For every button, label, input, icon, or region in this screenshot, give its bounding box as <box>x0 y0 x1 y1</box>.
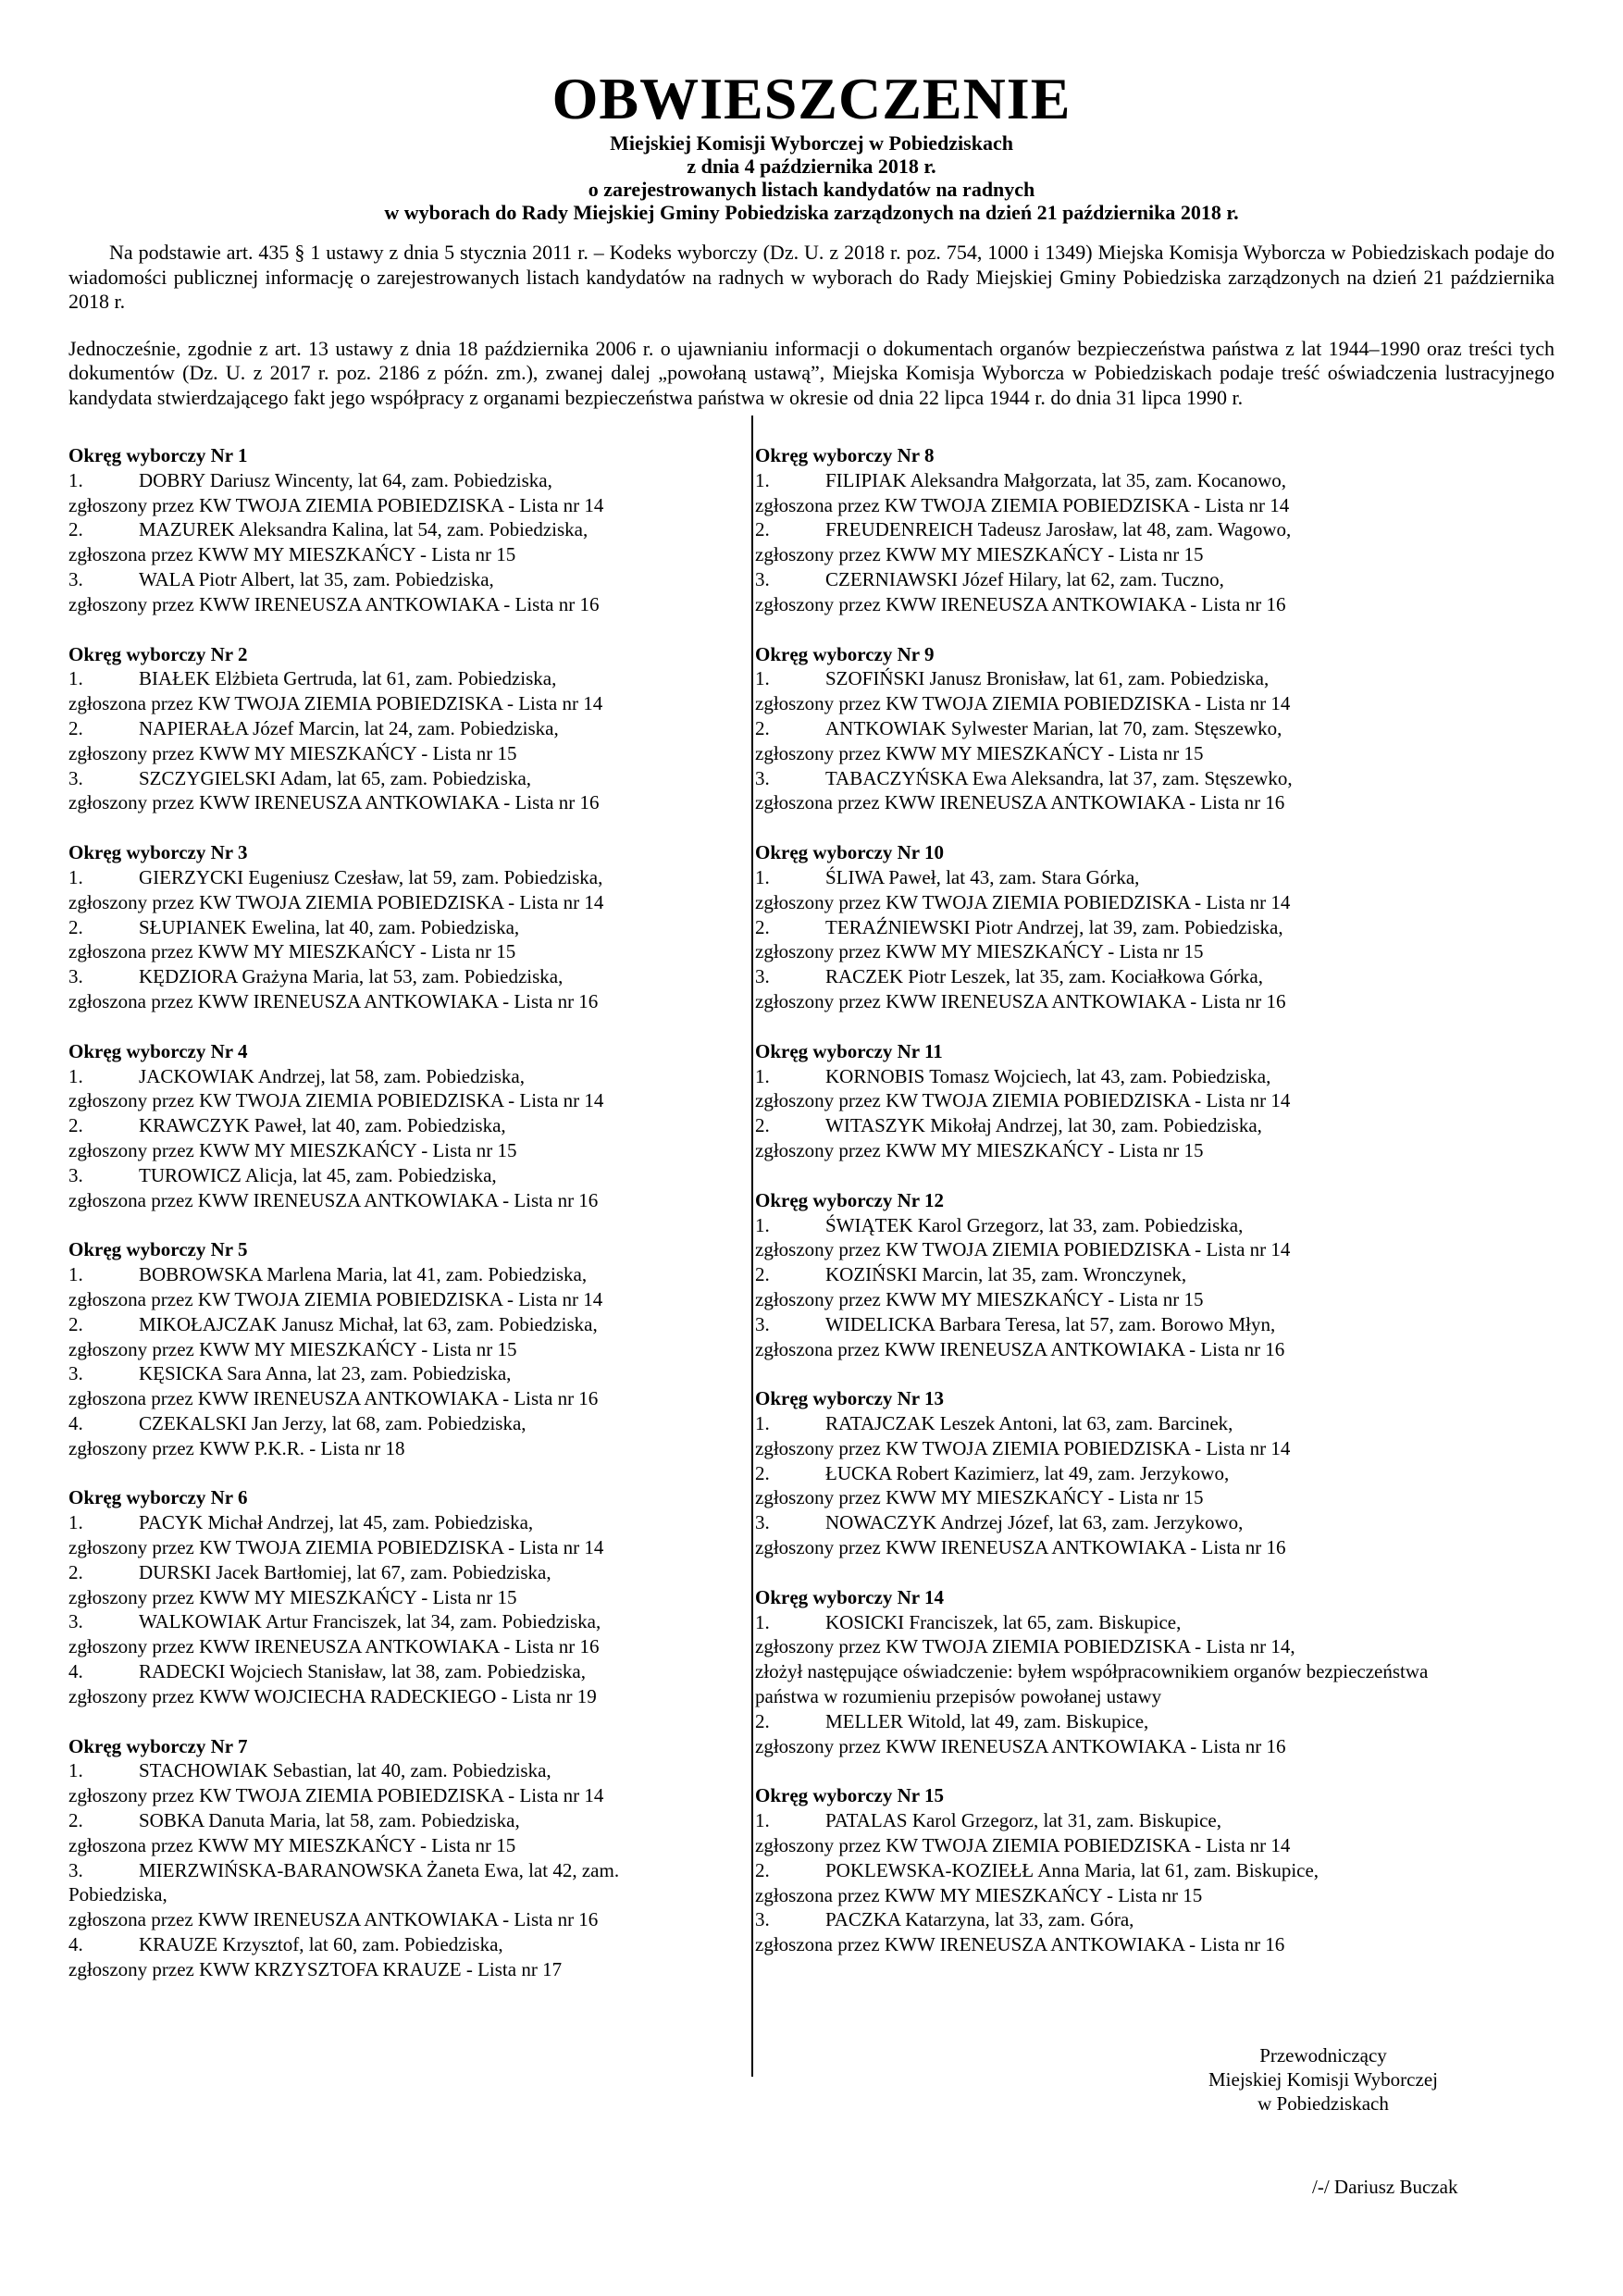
district-block <box>68 642 707 816</box>
candidate-submission: zgłoszona przez KWW IRENEUSZA ANTKOWIAKA - Lista nr 16 <box>68 1387 599 1410</box>
candidate-submission: zgłoszony przez KW TWOJA ZIEMIA POBIEDZISKA - Lista nr 14 <box>68 1784 604 1807</box>
subtitle-line: o zarejestrowanych listach kandydatów na radnych <box>588 178 1035 201</box>
candidate-name: ANTKOWIAK Sylwester Marian, lat 70, zam. Stęszewko, <box>825 716 1282 739</box>
candidate-number: 3. <box>755 1511 770 1534</box>
candidate-name: CZEKALSKI Jan Jerzy, lat 68, zam. Pobiedziska, <box>139 1411 527 1434</box>
candidate-submission: zgłoszony przez KW TWOJA ZIEMIA POBIEDZISKA - Lista nr 14 <box>755 1238 1291 1261</box>
candidate-number: 2. <box>755 716 770 739</box>
candidate-submission: zgłoszona przez KW TWOJA ZIEMIA POBIEDZISKA - Lista nr 14 <box>755 493 1290 516</box>
candidate-entry <box>68 964 707 989</box>
district-heading: Okręg wyborczy Nr 11 <box>755 1039 943 1062</box>
candidate-entry <box>755 1411 1394 1436</box>
candidate-submission: zgłoszony przez KW TWOJA ZIEMIA POBIEDZISKA - Lista nr 14 <box>68 493 604 516</box>
candidate-entry <box>755 716 1394 741</box>
candidate-submission: zgłoszony przez KW TWOJA ZIEMIA POBIEDZISKA - Lista nr 14, <box>755 1635 1295 1658</box>
candidate-submission: złożył następujące oświadczenie: byłem współpracownikiem organów bezpieczeństwa <box>755 1660 1429 1683</box>
candidate-submission: zgłoszony przez KW TWOJA ZIEMIA POBIEDZISKA - Lista nr 14 <box>755 692 1291 715</box>
candidate-entry <box>755 1113 1394 1138</box>
candidate-name: ŚWIĄTEK Karol Grzegorz, lat 33, zam. Pobiedziska, <box>825 1213 1244 1236</box>
candidate-name: FILIPIAK Aleksandra Małgorzata, lat 35, zam. Kocanowo, <box>825 468 1287 491</box>
district-block <box>755 1585 1429 1759</box>
candidate-number: 1. <box>755 1610 770 1633</box>
district-block <box>68 443 707 617</box>
candidate-name: TERAŹNIEWSKI Piotr Andrzej, lat 39, zam. Pobiedziska, <box>825 915 1283 938</box>
candidate-name: MAZUREK Aleksandra Kalina, lat 54, zam. Pobiedziska, <box>139 518 588 541</box>
candidate-entry <box>68 1113 707 1138</box>
candidate-number: 3. <box>68 1163 83 1186</box>
candidate-name: WITASZYK Mikołaj Andrzej, lat 30, zam. Pobiedziska, <box>825 1114 1262 1137</box>
candidate-number: 2. <box>755 1709 770 1732</box>
candidate-entry <box>68 1411 707 1436</box>
candidate-name: RATAJCZAK Leszek Antoni, lat 63, zam. Barcinek, <box>825 1412 1233 1435</box>
candidate-name: GIERZYCKI Eugeniusz Czesław, lat 59, zam. Pobiedziska, <box>139 865 603 888</box>
candidate-number: 2. <box>755 915 770 938</box>
candidate-submission: zgłoszony przez KWW MY MIESZKAŃCY - Lista nr 15 <box>68 1337 517 1360</box>
candidate-submission: zgłoszona przez KW TWOJA ZIEMIA POBIEDZISKA - Lista nr 14 <box>68 1287 603 1310</box>
candidate-name: DURSKI Jacek Bartłomiej, lat 67, zam. Pobiedziska, <box>139 1560 551 1583</box>
candidate-submission: zgłoszony przez KWW MY MIESZKAŃCY - Lista nr 15 <box>68 1138 517 1161</box>
district-block <box>755 1783 1394 1957</box>
candidate-number: 1. <box>755 468 770 491</box>
candidate-submission: zgłoszona przez KWW MY MIESZKAŃCY - Lista nr 15 <box>68 940 516 963</box>
candidate-name: MIERZWIŃSKA-BARANOWSKA Żaneta Ewa, lat 42, zam. <box>139 1858 620 1881</box>
candidate-number: 2. <box>755 1114 770 1137</box>
candidate-name: KOSICKI Franciszek, lat 65, zam. Biskupice, <box>825 1610 1182 1633</box>
candidate-entry <box>68 1659 707 1684</box>
candidate-name: ŚLIWA Paweł, lat 43, zam. Stara Górka, <box>825 865 1140 888</box>
candidate-entry <box>755 915 1394 940</box>
candidate-entry <box>68 517 707 542</box>
candidate-entry <box>755 964 1394 989</box>
district-heading: Okręg wyborczy Nr 12 <box>755 1188 944 1211</box>
candidate-submission: zgłoszona przez KWW MY MIESZKAŃCY - Lista nr 15 <box>68 1833 516 1856</box>
candidate-submission: zgłoszona przez KWW IRENEUSZA ANTKOWIAKA - Lista nr 16 <box>755 791 1285 814</box>
candidate-submission: zgłoszony przez KWW MY MIESZKAŃCY - Lista nr 15 <box>755 1287 1204 1310</box>
district-heading: Okręg wyborczy Nr 2 <box>68 642 248 665</box>
intro-paragraph: Na podstawie art. 435 § 1 ustawy z dnia 5 stycznia 2011 r. – Kodeks wyborczy (Dz. U. z 2018 r. poz. 754, 1000 i 1349) Miejska Komisja Wyborcza w Pobiedziskach podaje do wiadomości publicznej informację o zarejestrowanych listach kandydatów na radnych w wyborach do Rady Miejskiej Gminy Pobiedziska zarządzonych na dzień 21 października 2018 r. <box>68 241 1555 313</box>
candidate-number: 2. <box>68 915 83 938</box>
candidate-number: 1. <box>68 468 83 491</box>
candidate-submission: zgłoszony przez KWW WOJCIECHA RADECKIEGO - Lista nr 19 <box>68 1684 597 1707</box>
candidate-name: TUROWICZ Alicja, lat 45, zam. Pobiedziska, <box>139 1163 497 1186</box>
signature-line: w Pobiedziskach <box>1258 2092 1389 2115</box>
candidate-entry <box>755 1510 1394 1535</box>
candidate-entry <box>68 1510 707 1535</box>
candidate-submission: zgłoszona przez KWW IRENEUSZA ANTKOWIAKA - Lista nr 16 <box>68 1188 599 1211</box>
candidate-submission: zgłoszony przez KWW IRENEUSZA ANTKOWIAKA - Lista nr 16 <box>68 791 600 814</box>
candidate-number: 4. <box>68 1411 83 1434</box>
district-block <box>755 1386 1394 1560</box>
candidate-submission: zgłoszony przez KWW KRZYSZTOFA KRAUZE - Lista nr 17 <box>68 1957 563 1980</box>
candidate-entry <box>755 1709 1394 1734</box>
candidate-number: 2. <box>68 1809 83 1832</box>
candidate-number: 1. <box>68 1064 83 1087</box>
candidate-number: 3. <box>68 1858 83 1881</box>
notice-document <box>68 67 1555 2081</box>
candidate-submission: zgłoszona przez KWW MY MIESZKAŃCY - Lista nr 15 <box>755 1883 1203 1906</box>
district-block <box>755 840 1394 1014</box>
candidate-name: RACZEK Piotr Leszek, lat 35, zam. Kociałkowa Górka, <box>825 965 1263 988</box>
candidate-submission: zgłoszony przez KW TWOJA ZIEMIA POBIEDZISKA - Lista nr 14 <box>68 1536 604 1559</box>
candidate-submission: zgłoszony przez KW TWOJA ZIEMIA POBIEDZISKA - Lista nr 14 <box>755 1834 1291 1857</box>
candidate-entry <box>68 567 707 592</box>
candidate-entry <box>755 1610 1394 1635</box>
candidate-entry <box>68 666 707 691</box>
candidate-entry <box>68 1163 707 1188</box>
candidate-submission: zgłoszony przez KWW MY MIESZKAŃCY - Lista nr 15 <box>755 1138 1204 1161</box>
candidate-entry <box>755 1907 1394 1932</box>
candidate-name: CZERNIAWSKI Józef Hilary, lat 62, zam. Tuczno, <box>825 567 1224 590</box>
candidate-name: WALA Piotr Albert, lat 35, zam. Pobiedziska, <box>139 567 494 590</box>
district-block <box>755 642 1394 816</box>
candidate-entry <box>68 1858 707 1883</box>
candidate-submission: zgłoszona przez KWW IRENEUSZA ANTKOWIAKA - Lista nr 16 <box>755 1933 1285 1956</box>
candidate-name: WIDELICKA Barbara Teresa, lat 57, zam. Borowo Młyn, <box>825 1312 1276 1335</box>
candidate-name: ŁUCKA Robert Kazimierz, lat 49, zam. Jerzykowo, <box>825 1461 1230 1484</box>
candidate-submission: zgłoszony przez KWW IRENEUSZA ANTKOWIAKA - Lista nr 16 <box>68 592 600 615</box>
candidate-name: PATALAS Karol Grzegorz, lat 31, zam. Biskupice, <box>825 1809 1221 1832</box>
candidate-submission: zgłoszony przez KWW IRENEUSZA ANTKOWIAKA - Lista nr 16 <box>68 1635 600 1658</box>
district-block <box>68 1734 707 1982</box>
candidate-entry <box>755 1262 1394 1287</box>
lustration-paragraph: Jednocześnie, zgodnie z art. 13 ustawy z dnia 18 października 2006 r. o ujawnianiu informacji o dokumentach organów bezpieczeństwa państwa z lat 1944–1990 oraz treści tych dokumentów (Dz. U. z 2017 r. poz. 2186 z późn. zm.), zwanej dalej „powołaną ustawą”, Miejska Komisja Wyborcza w Pobiedziskach podaje treść oświadczenia lustracyjnego kandydata stwierdzającego fakt jego współpracy z organami bezpieczeństwa państwa w okresie od dnia 22 lipca 1944 r. do dnia 31 lipca 1990 r. <box>68 336 1555 409</box>
candidate-entry <box>68 1609 707 1634</box>
candidate-name: SOBKA Danuta Maria, lat 58, zam. Pobiedziska, <box>139 1809 520 1832</box>
candidate-entry <box>755 1213 1394 1238</box>
document-subtitle <box>68 131 1555 224</box>
candidate-name: KRAUZE Krzysztof, lat 60, zam. Pobiedziska, <box>139 1933 503 1956</box>
candidate-submission: zgłoszony przez KW TWOJA ZIEMIA POBIEDZISKA - Lista nr 14 <box>68 1089 604 1112</box>
candidate-submission: zgłoszona przez KW TWOJA ZIEMIA POBIEDZISKA - Lista nr 14 <box>68 692 603 715</box>
candidate-number: 2. <box>68 716 83 739</box>
signature-line: Przewodniczący <box>1259 2044 1387 2066</box>
candidate-name: FREUDENREICH Tadeusz Jarosław, lat 48, zam. Wagowo, <box>825 518 1292 541</box>
candidate-entry <box>755 1808 1394 1833</box>
candidate-name: BIAŁEK Elżbieta Gertruda, lat 61, zam. Pobiedziska, <box>139 667 557 690</box>
left-column <box>68 443 707 2007</box>
candidate-number: 2. <box>68 518 83 541</box>
candidate-submission: zgłoszona przez KWW IRENEUSZA ANTKOWIAKA - Lista nr 16 <box>755 1337 1285 1360</box>
candidate-name: PACYK Michał Andrzej, lat 45, zam. Pobiedziska, <box>139 1511 534 1534</box>
candidate-name: NAPIERAŁA Józef Marcin, lat 24, zam. Pobiedziska, <box>139 716 559 739</box>
district-block <box>755 443 1394 617</box>
candidate-name: SŁUPIANEK Ewelina, lat 40, zam. Pobiedziska, <box>139 915 520 938</box>
candidate-name: KĘDZIORA Grażyna Maria, lat 53, zam. Pobiedziska, <box>139 965 564 988</box>
district-heading: Okręg wyborczy Nr 5 <box>68 1238 248 1261</box>
candidate-entry <box>755 666 1394 691</box>
candidate-name: WALKOWIAK Artur Franciszek, lat 34, zam. Pobiedziska, <box>139 1610 601 1633</box>
candidate-name: PACZKA Katarzyna, lat 33, zam. Góra, <box>825 1908 1134 1931</box>
candidate-number: 1. <box>68 667 83 690</box>
candidate-number: 4. <box>68 1933 83 1956</box>
candidate-entry <box>68 1312 707 1337</box>
district-heading: Okręg wyborczy Nr 3 <box>68 841 248 864</box>
candidate-name: MELLER Witold, lat 49, zam. Biskupice, <box>825 1709 1149 1732</box>
candidate-name: NOWACZYK Andrzej Józef, lat 63, zam. Jerzykowo, <box>825 1511 1244 1534</box>
candidate-submission: zgłoszony przez KW TWOJA ZIEMIA POBIEDZISKA - Lista nr 14 <box>755 1089 1291 1112</box>
candidate-submission: zgłoszony przez KW TWOJA ZIEMIA POBIEDZISKA - Lista nr 14 <box>755 1436 1291 1459</box>
candidate-entry <box>755 1461 1394 1486</box>
candidate-submission: zgłoszony przez KW TWOJA ZIEMIA POBIEDZISKA - Lista nr 14 <box>755 890 1291 913</box>
candidate-submission: zgłoszony przez KWW P.K.R. - Lista nr 18 <box>68 1436 405 1459</box>
candidate-submission: zgłoszony przez KWW IRENEUSZA ANTKOWIAKA - Lista nr 16 <box>755 989 1286 1012</box>
candidate-number: 1. <box>755 865 770 888</box>
candidate-number: 2. <box>68 1114 83 1137</box>
district-heading: Okręg wyborczy Nr 7 <box>68 1734 248 1757</box>
candidate-number: 1. <box>68 1263 83 1286</box>
subtitle-line: w wyborach do Rady Miejskiej Gminy Pobiedziska zarządzonych na dzień 21 października 2018 r. <box>384 201 1239 224</box>
candidate-name: RADECKI Wojciech Stanisław, lat 38, zam. Pobiedziska, <box>139 1660 586 1683</box>
candidate-number: 2. <box>755 518 770 541</box>
candidate-name: KRAWCZYK Paweł, lat 40, zam. Pobiedziska, <box>139 1114 506 1137</box>
candidate-submission: Pobiedziska, <box>68 1883 167 1906</box>
candidate-entry <box>755 865 1394 890</box>
subtitle-line: z dnia 4 października 2018 r. <box>687 155 936 178</box>
candidate-submission: zgłoszony przez KWW IRENEUSZA ANTKOWIAKA - Lista nr 16 <box>755 1536 1286 1559</box>
candidate-number: 2. <box>755 1858 770 1881</box>
candidate-entry <box>68 1932 707 1957</box>
candidate-submission: zgłoszony przez KW TWOJA ZIEMIA POBIEDZISKA - Lista nr 14 <box>68 890 604 913</box>
candidate-submission: zgłoszony przez KWW MY MIESZKAŃCY - Lista nr 15 <box>755 1486 1204 1509</box>
candidate-number: 2. <box>755 1461 770 1484</box>
candidate-number: 3. <box>68 567 83 590</box>
district-block <box>68 1485 707 1708</box>
district-heading: Okręg wyborczy Nr 4 <box>68 1039 248 1062</box>
candidate-number: 2. <box>68 1560 83 1583</box>
candidate-name: KOZIŃSKI Marcin, lat 35, zam. Wronczynek, <box>825 1263 1187 1286</box>
candidate-number: 1. <box>68 1511 83 1534</box>
district-block <box>755 1039 1394 1163</box>
candidate-entry <box>755 1064 1394 1089</box>
candidate-entry <box>68 1262 707 1287</box>
district-block <box>755 1188 1394 1362</box>
column-divider <box>751 416 753 2077</box>
candidate-number: 1. <box>68 1759 83 1782</box>
candidate-name: JACKOWIAK Andrzej, lat 58, zam. Pobiedziska, <box>139 1064 525 1087</box>
candidate-number: 3. <box>755 567 770 590</box>
candidate-name: SZCZYGIELSKI Adam, lat 65, zam. Pobiedziska, <box>139 766 532 789</box>
candidate-number: 4. <box>68 1660 83 1683</box>
district-heading: Okręg wyborczy Nr 10 <box>755 841 944 864</box>
candidate-submission: zgłoszona przez KWW MY MIESZKAŃCY - Lista nr 15 <box>68 543 516 566</box>
district-block <box>68 840 707 1014</box>
candidate-number: 1. <box>755 1412 770 1435</box>
district-heading: Okręg wyborczy Nr 15 <box>755 1784 944 1807</box>
district-block <box>68 1039 707 1213</box>
candidate-number: 3. <box>755 1312 770 1335</box>
candidate-submission: zgłoszony przez KWW MY MIESZKAŃCY - Lista nr 15 <box>755 741 1204 764</box>
signature-line: Miejskiej Komisji Wyborczej <box>1208 2068 1438 2091</box>
candidate-entry <box>68 1560 707 1585</box>
candidate-submission: zgłoszony przez KWW MY MIESZKAŃCY - Lista nr 15 <box>68 741 517 764</box>
candidate-submission: zgłoszony przez KWW MY MIESZKAŃCY - Lista nr 15 <box>68 1585 517 1608</box>
candidate-entry <box>755 468 1394 493</box>
candidate-entry <box>755 567 1394 592</box>
candidate-submission: zgłoszona przez KWW IRENEUSZA ANTKOWIAKA - Lista nr 16 <box>68 1908 599 1931</box>
district-heading: Okręg wyborczy Nr 8 <box>755 444 935 466</box>
candidate-entry <box>68 865 707 890</box>
candidate-number: 3. <box>755 766 770 789</box>
candidate-name: KĘSICKA Sara Anna, lat 23, zam. Pobiedziska, <box>139 1362 512 1385</box>
candidate-name: POKLEWSKA-KOZIEŁŁ Anna Maria, lat 61, zam. Biskupice, <box>825 1858 1319 1881</box>
candidate-submission: państwa w rozumieniu przepisów powołanej ustawy <box>755 1685 1162 1708</box>
district-heading: Okręg wyborczy Nr 1 <box>68 444 248 466</box>
candidate-entry <box>68 716 707 741</box>
candidate-submission: zgłoszony przez KWW IRENEUSZA ANTKOWIAKA - Lista nr 16 <box>755 1734 1286 1757</box>
district-heading: Okręg wyborczy Nr 13 <box>755 1387 944 1410</box>
candidate-number: 1. <box>755 1064 770 1087</box>
candidate-number: 1. <box>755 1213 770 1236</box>
subtitle-line: Miejskiej Komisji Wyborczej w Pobiedziskach <box>610 131 1013 155</box>
candidate-entry <box>68 1361 707 1386</box>
candidate-entry <box>68 915 707 940</box>
right-column <box>755 443 1429 1982</box>
signature-block <box>1184 2043 1462 2116</box>
candidate-submission: zgłoszony przez KWW MY MIESZKAŃCY - Lista nr 15 <box>755 940 1204 963</box>
candidate-name: MIKOŁAJCZAK Janusz Michał, lat 63, zam. Pobiedziska, <box>139 1312 598 1335</box>
district-block <box>68 1237 707 1460</box>
candidate-entry <box>68 468 707 493</box>
candidate-entry <box>68 1758 707 1783</box>
candidate-number: 1. <box>755 1809 770 1832</box>
candidate-number: 3. <box>755 1908 770 1931</box>
candidate-submission: zgłoszony przez KWW MY MIESZKAŃCY - Lista nr 15 <box>755 543 1204 566</box>
candidate-entry <box>755 517 1394 542</box>
candidate-number: 3. <box>68 766 83 789</box>
candidate-entry <box>68 1064 707 1089</box>
signed-by: /-/ Dariusz Buczak <box>1312 2176 1458 2198</box>
candidate-number: 2. <box>68 1312 83 1335</box>
candidate-number: 1. <box>755 667 770 690</box>
candidate-number: 1. <box>68 865 83 888</box>
candidate-submission: zgłoszona przez KWW IRENEUSZA ANTKOWIAKA - Lista nr 16 <box>68 989 599 1012</box>
candidate-name: STACHOWIAK Sebastian, lat 40, zam. Pobiedziska, <box>139 1759 551 1782</box>
candidate-number: 3. <box>68 1610 83 1633</box>
candidate-submission: zgłoszony przez KWW IRENEUSZA ANTKOWIAKA - Lista nr 16 <box>755 592 1286 615</box>
candidate-entry <box>755 1312 1394 1337</box>
district-heading: Okręg wyborczy Nr 14 <box>755 1585 944 1608</box>
candidate-entry <box>755 766 1394 791</box>
district-heading: Okręg wyborczy Nr 9 <box>755 642 935 665</box>
candidate-number: 2. <box>755 1263 770 1286</box>
candidate-name: TABACZYŃSKA Ewa Aleksandra, lat 37, zam. Stęszewko, <box>825 766 1293 789</box>
candidate-name: SZOFIŃSKI Janusz Bronisław, lat 61, zam. Pobiedziska, <box>825 667 1270 690</box>
candidate-name: DOBRY Dariusz Wincenty, lat 64, zam. Pobiedziska, <box>139 468 552 491</box>
district-heading: Okręg wyborczy Nr 6 <box>68 1486 248 1509</box>
candidate-entry <box>755 1858 1394 1883</box>
candidate-entry <box>68 1808 707 1833</box>
candidate-entry <box>68 766 707 791</box>
document-title: OBWIESZCZENIE <box>551 66 1072 131</box>
candidate-name: BOBROWSKA Marlena Maria, lat 41, zam. Pobiedziska, <box>139 1263 588 1286</box>
candidate-columns <box>68 416 1555 2081</box>
candidate-name: KORNOBIS Tomasz Wojciech, lat 43, zam. Pobiedziska, <box>825 1064 1271 1087</box>
candidate-number: 3. <box>68 1362 83 1385</box>
candidate-number: 3. <box>68 965 83 988</box>
candidate-number: 3. <box>755 965 770 988</box>
